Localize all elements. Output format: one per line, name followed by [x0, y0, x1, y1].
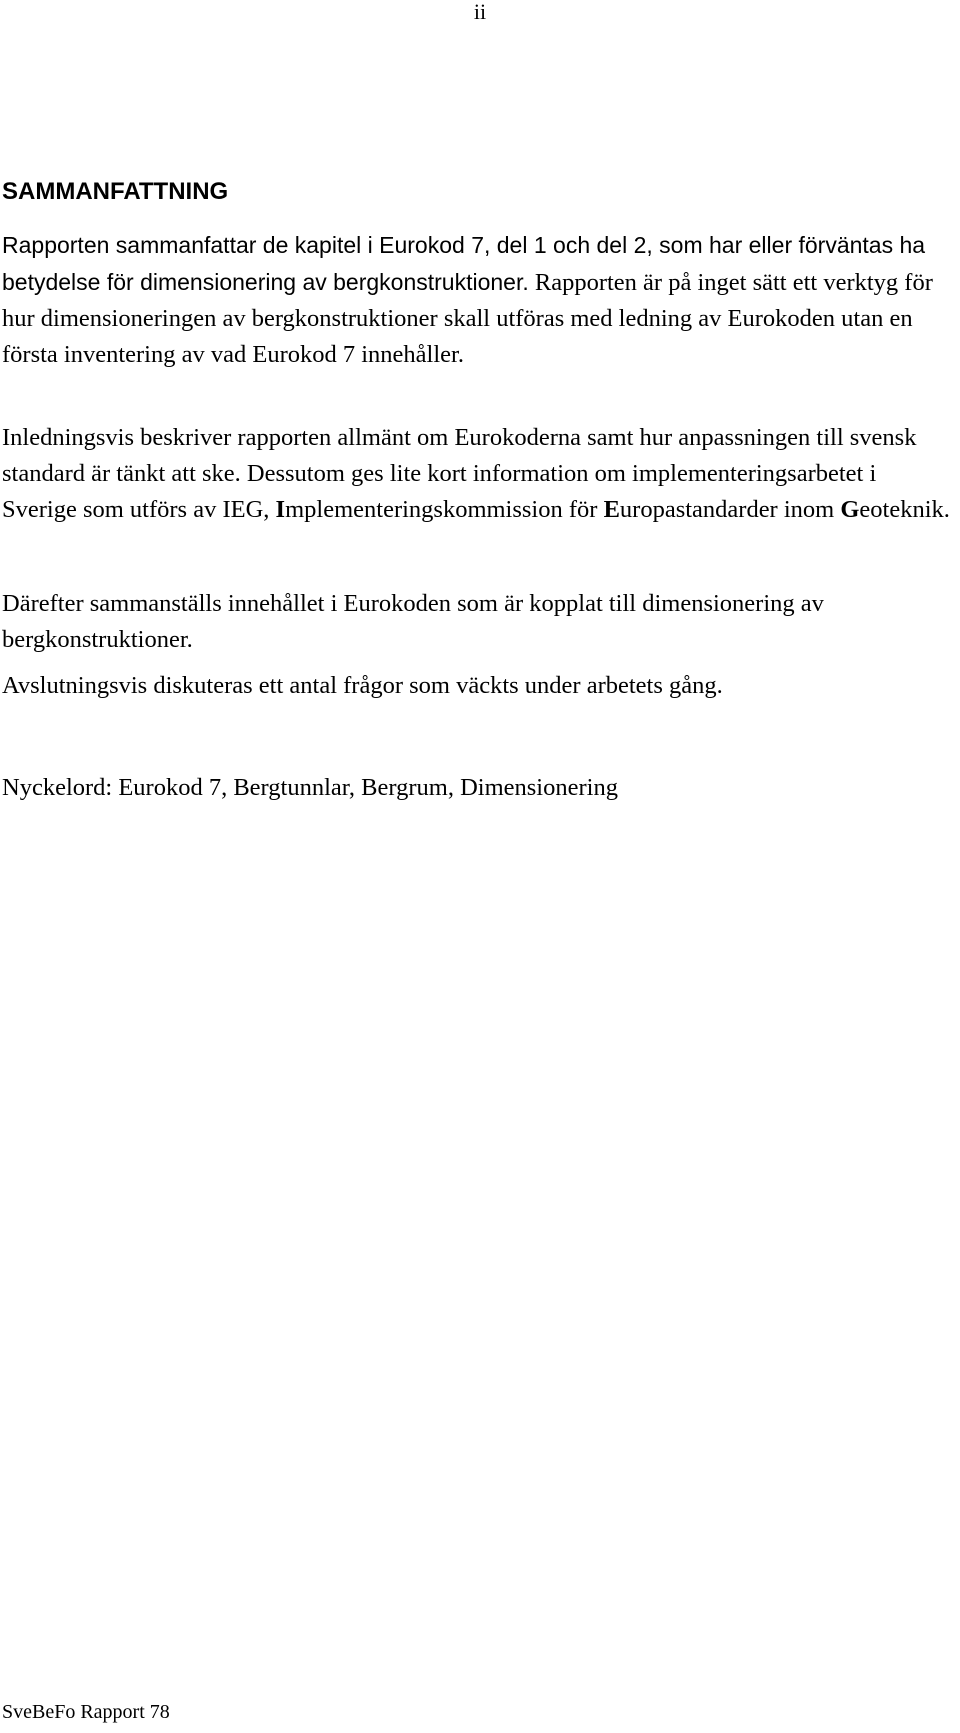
summary-paragraph-4: Avslutningsvis diskuteras ett antal frågor som väckts under arbetets gång.	[2, 672, 723, 699]
summary-paragraph-1	[2, 227, 957, 373]
section-heading: SAMMANFATTNING	[2, 178, 229, 205]
summary-paragraph-2	[2, 420, 957, 528]
summary-paragraph-2-text-2: mplementeringskommission för	[285, 496, 604, 523]
summary-paragraph-1-sans-text: Rapporten sammanfattar de kapitel i Eurokod 7, del 1 och del 2, som har eller förväntas ha betydelse för dimensionering av bergkonstruktioner.	[2, 232, 926, 295]
summary-paragraph-2-text: Inledningsvis beskriver rapporten allmänt om Eurokoderna samt hur anpassningen till svensk standard är tänkt att ske. Dessutom ges lite kort information om implementeringsarbetet i Sverige som utförs av IEG,	[2, 424, 917, 523]
summary-paragraph-2-text-3: uropastandarder inom	[619, 496, 841, 523]
summary-paragraph-1-serif-text: Rapporten är på inget sätt ett verktyg för hur dimensioneringen av bergkonstruktioner skall utföras med ledning av Eurokoden utan en första inventering av vad Eurokod 7 innehåller.	[2, 269, 933, 368]
keywords: Nyckelord: Eurokod 7, Bergtunnlar, Bergrum, Dimensionering	[2, 774, 618, 801]
acronym-letter-e: E	[603, 496, 620, 523]
report-footer: SveBeFo Rapport 78	[2, 1701, 170, 1723]
page-number: ii	[473, 0, 487, 24]
summary-paragraph-3: Därefter sammanställs innehållet i Eurokoden som är kopplat till dimensionering av bergkonstruktioner.	[2, 590, 824, 653]
summary-paragraph-2-text-4: eoteknik.	[859, 496, 950, 523]
acronym-letter-g: G	[840, 496, 860, 523]
acronym-letter-i: I	[275, 496, 286, 523]
